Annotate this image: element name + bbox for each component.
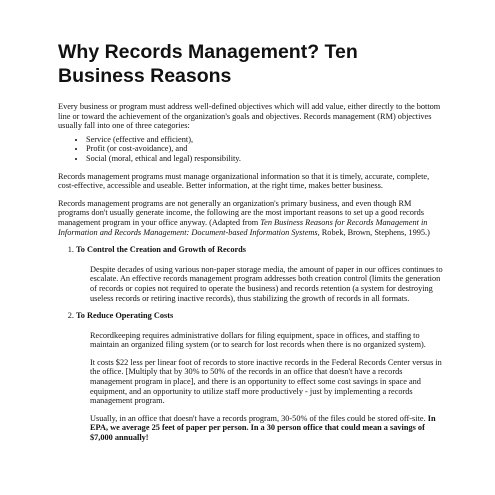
reasons-paragraph [58,199,443,237]
list-item: • Service (effective and efficient), [86,135,443,145]
savings-highlight: In EPA, we average 25 feet of paper per person. In a 30 person office that could mean a savings of $7,000 annually! [90,413,436,443]
reason-paragraph: Recordkeeping requires administrative dollars for filing equipment, space in offices, and staffing to maintain an organized filing system (or to search for lost records when there is no organized system). [90,330,426,350]
reason-paragraph: Despite decades of using various non-paper storage media, the amount of paper in our offices continues to escalate. An effective records management program addresses both creation control (limits the generation of records or copies not required to operate the business) and records retention (a system for destroying useless records or retiring inactive records), thus stabilizing the growth of records in all formats. [90,264,443,303]
reasons-text: Records management programs are not generally an organization's primary business, and even though RM programs don't usually generate income, the following are the most important reasons to set up a good records management program in your office anyway. (Adapted from [58,198,425,227]
information-paragraph: Records management programs must manage organizational information so that it is timely, accurate, complete, cost-effective, accessible and useable. Better information, at the right time, makes better business. [58,171,430,191]
reason-text: Usually, in an office that doesn't have a records program, 30-50% of the files could be stored off-site. [90,413,428,423]
reason-title: 2. To Reduce Operating Costs [76,311,174,321]
reasons-list [58,245,443,443]
intro-paragraph: Every business or program must address well-defined objectives which will add value, either directly to the bottom line or toward the achievement of the organization's goals and objectives. Records management (RM) objectives usually fall into one of three categories: [58,102,441,131]
source-title: Ten Business Reasons for Records Management in Information and Records Management: Document-based Information Systems [58,217,428,237]
reason-paragraph [90,414,443,443]
list-item: • Profit (or cost-avoidance), and [86,144,443,154]
reason-item-2 [76,311,443,443]
categories-list [58,135,443,164]
reason-title: 1. To Control the Creation and Growth of Records [76,245,247,255]
source-citation: , Robek, Brown, Stephens, 1995.) [317,227,430,237]
reason-item-1 [76,245,443,303]
reason-paragraph: It costs $22 less per linear foot of records to store inactive records in the Federal Records Center versus in the office. [Multiply that by 30% to 50% of the records in an office that doesn't have a records management program in place], and there is an opportunity to effect some cost savings in space and equipment, and an opportunity to utilize staff more productively - just by implementing a records management program. [90,357,442,406]
page-title: Why Records Management? Ten Business Reasons [58,41,358,87]
list-item: • Social (moral, ethical and legal) responsibility. [86,154,443,164]
